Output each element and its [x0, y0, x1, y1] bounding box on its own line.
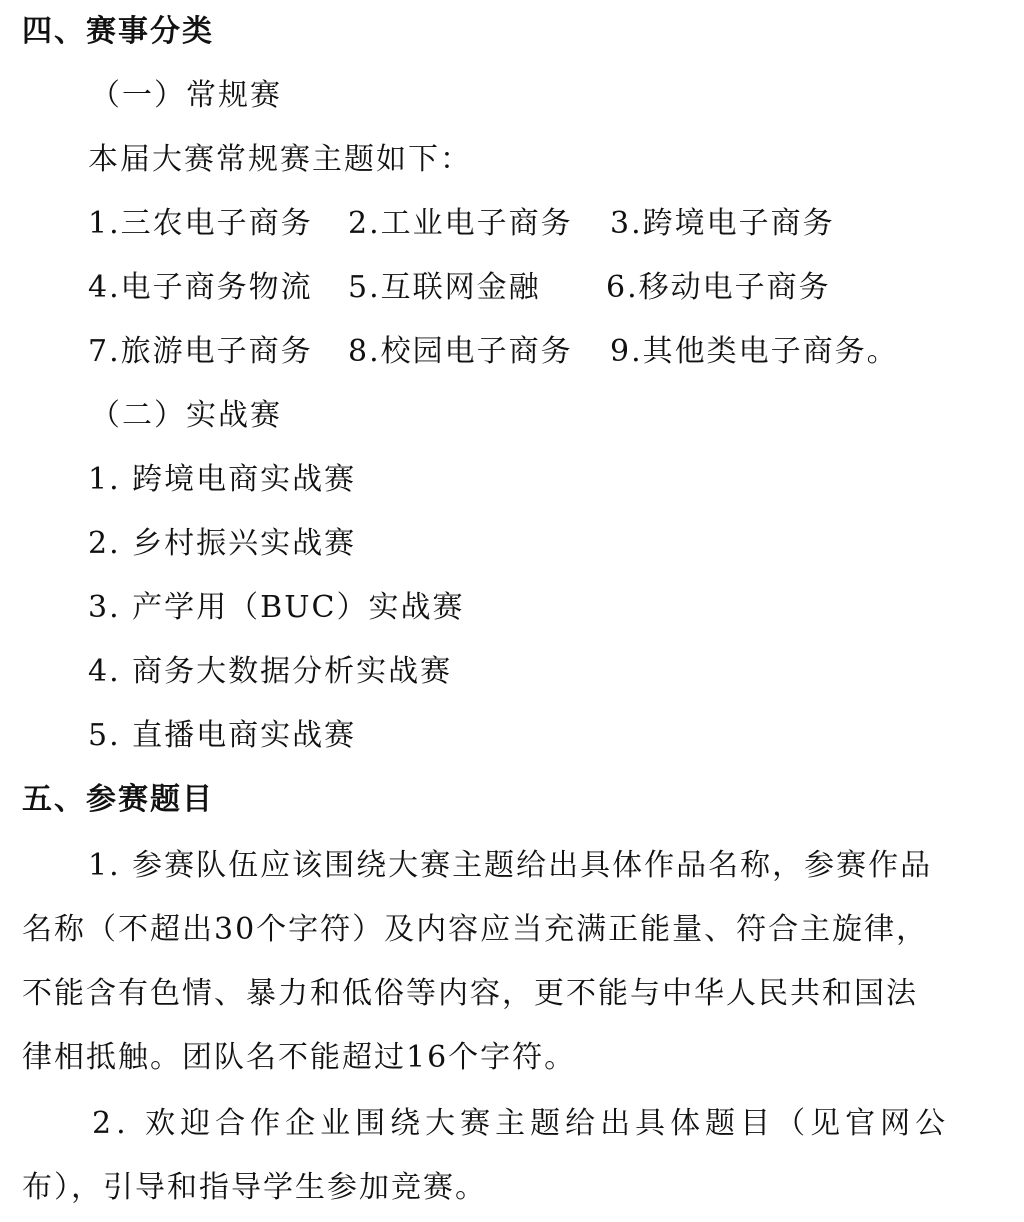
paragraph-1-line-2: 名称（不超出30个字符）及内容应当充满正能量、符合主旋律， [22, 912, 929, 947]
practical-item: 2. 乡村振兴实战赛 [88, 526, 357, 561]
paragraph-1-line-4: 律相抵触。团队名不能超过16个字符。 [22, 1040, 577, 1075]
regular-intro-text: 本届大赛常规赛主题如下： [88, 142, 472, 177]
practical-item: 5. 直播电商实战赛 [88, 718, 357, 753]
topic-row-1 [88, 204, 988, 244]
paragraph-2-line-1: 2. 欢迎合作企业围绕大赛主题给出具体题目（见官网公 [92, 1106, 951, 1141]
practical-item: 3. 产学用（BUC）实战赛 [88, 590, 465, 625]
section-heading-4: 四、赛事分类 [22, 14, 214, 49]
subsection-title-practical: （二）实战赛 [90, 398, 282, 433]
paragraph-2-line-2: 布），引导和指导学生参加竞赛。 [22, 1170, 487, 1205]
topic-row-2 [88, 268, 988, 308]
topic-item: 9.其他类电子商务。 [610, 334, 899, 369]
subsection-title-regular: （一）常规赛 [90, 78, 282, 113]
practical-item: 4. 商务大数据分析实战赛 [88, 654, 453, 689]
topic-item: 2.工业电子商务 [348, 206, 573, 241]
topic-item: 4.电子商务物流 [88, 270, 313, 305]
topic-item: 1.三农电子商务 [88, 206, 313, 241]
topic-item: 7.旅游电子商务 [88, 334, 313, 369]
practical-item: 1. 跨境电商实战赛 [88, 462, 357, 497]
paragraph-1-line-3: 不能含有色情、暴力和低俗等内容，更不能与中华人民共和国法 [22, 976, 918, 1011]
topic-item: 5.互联网金融 [348, 270, 541, 305]
topic-row-3 [88, 332, 988, 372]
topic-item: 8.校园电子商务 [348, 334, 573, 369]
topic-item: 3.跨境电子商务 [610, 206, 835, 241]
section-heading-5: 五、参赛题目 [22, 782, 214, 817]
topic-item: 6.移动电子商务 [606, 270, 831, 305]
paragraph-1-line-1: 1. 参赛队伍应该围绕大赛主题给出具体作品名称，参赛作品 [88, 848, 933, 883]
